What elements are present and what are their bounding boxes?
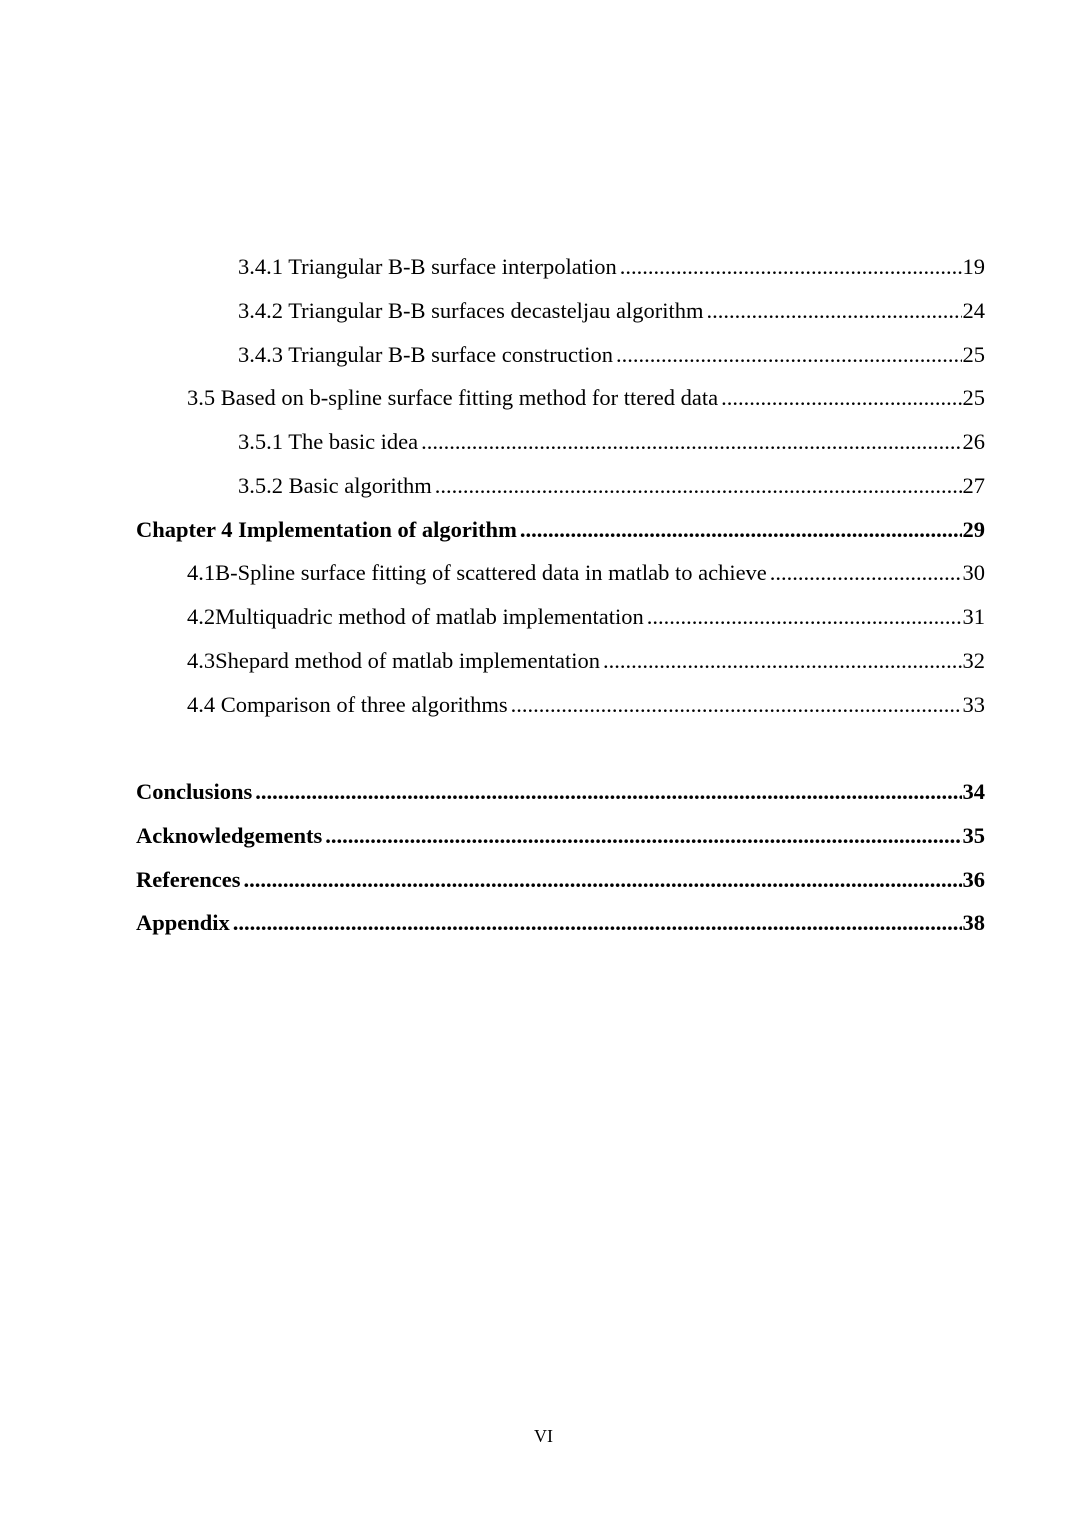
- toc-entry-page-number: 35: [962, 823, 985, 848]
- toc-entry-title: 3.5.2 Basic algorithm: [238, 473, 432, 498]
- toc-dot-leader: [421, 427, 961, 457]
- toc-entry-4-4: [187, 690, 985, 720]
- toc-entry-title: 3.4.2 Triangular B-B surfaces decasteljau algorithm: [238, 298, 704, 323]
- toc-entry-page-number: 33: [962, 692, 985, 717]
- toc-dot-leader: [511, 690, 962, 720]
- toc-entry-appendix: [136, 908, 985, 938]
- toc-entry-page-number: 27: [962, 473, 985, 498]
- toc-entry-title: 3.5 Based on b-spline surface fitting method for ttered data: [187, 385, 719, 410]
- toc-entry-4-1: [187, 558, 985, 588]
- toc-entry-title: 3.4.1 Triangular B-B surface interpolation: [238, 254, 617, 279]
- toc-dot-leader: [647, 602, 962, 632]
- toc-dot-leader: [255, 777, 961, 807]
- toc-entry-page-number: 32: [962, 648, 985, 673]
- toc-entry-3-5-2: [238, 471, 985, 501]
- toc-entry-page-number: 26: [962, 429, 985, 454]
- toc-entry-references: [136, 865, 985, 895]
- toc-entry-acknowledgements: [136, 821, 985, 851]
- toc-entry-page-number: 36: [962, 867, 985, 892]
- toc-entry-page-number: 19: [962, 254, 985, 279]
- toc-dot-leader: [620, 252, 962, 282]
- toc-entry-title: 4.1B-Spline surface fitting of scattered data in matlab to achieve: [187, 560, 767, 585]
- toc-entry-title: Appendix: [136, 910, 230, 935]
- toc-entry-chapter-4: [136, 515, 985, 545]
- toc-entry-title: Conclusions: [136, 779, 253, 804]
- toc-entry-3-5: [187, 383, 985, 413]
- toc-dot-leader: [325, 821, 961, 851]
- toc-dot-leader: [244, 865, 962, 895]
- toc-entry-title: 4.4 Comparison of three algorithms: [187, 692, 508, 717]
- toc-dot-leader: [603, 646, 961, 676]
- toc-entry-title: 3.4.3 Triangular B-B surface construction: [238, 342, 613, 367]
- toc-entry-4-2: [187, 602, 985, 632]
- toc-entry-page-number: 34: [962, 779, 985, 804]
- toc-entry-page-number: 38: [962, 910, 985, 935]
- toc-entry-title: Acknowledgements: [136, 823, 323, 848]
- toc-dot-leader: [707, 296, 962, 326]
- toc-entry-page-number: 25: [962, 385, 985, 410]
- toc-entry-page-number: 29: [962, 517, 985, 542]
- toc-dot-leader: [721, 383, 961, 413]
- toc-dot-leader: [770, 558, 962, 588]
- toc-entry-3-4-2: [238, 296, 985, 326]
- toc-entry-title: 4.3Shepard method of matlab implementation: [187, 648, 601, 673]
- toc-entry-title: References: [136, 867, 241, 892]
- toc-entry-page-number: 25: [962, 342, 985, 367]
- toc-dot-leader: [435, 471, 962, 501]
- toc-entry-page-number: 24: [962, 298, 985, 323]
- toc-entry-page-number: 30: [962, 560, 985, 585]
- toc-entry-page-number: 31: [962, 604, 985, 629]
- footer-page-number: VI: [534, 1426, 553, 1446]
- toc-entry-3-4-3: [238, 340, 985, 370]
- toc-entry-title: 3.5.1 The basic idea: [238, 429, 419, 454]
- toc-dot-leader: [520, 515, 962, 545]
- toc-entry-3-4-1: [238, 252, 985, 282]
- toc-entry-3-5-1: [238, 427, 985, 457]
- toc-entry-title: Chapter 4 Implementation of algorithm: [136, 517, 517, 542]
- toc-entry-conclusions: [136, 777, 985, 807]
- toc-entry-title: 4.2Multiquadric method of matlab implementation: [187, 604, 644, 629]
- toc-dot-leader: [233, 908, 962, 938]
- toc-entry-4-3: [187, 646, 985, 676]
- toc-dot-leader: [616, 340, 962, 370]
